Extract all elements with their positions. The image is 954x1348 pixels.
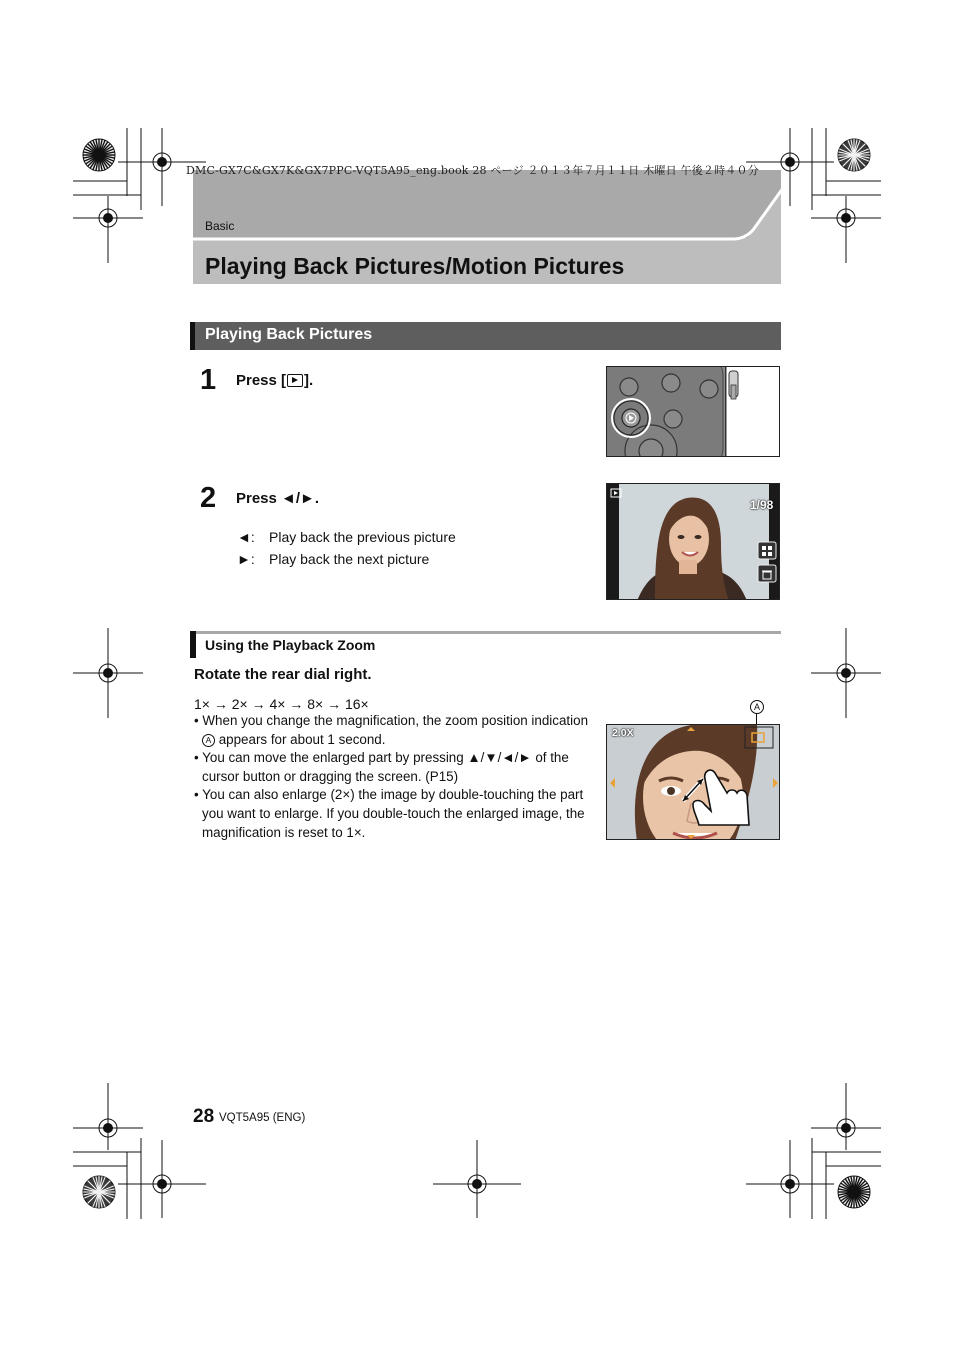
model-code: VQT5A95 (ENG) — [219, 1112, 306, 1124]
zoom-note: • You can move the enlarged part by pressing ▲/▼/◄/► of the cursor button or dragging the screen. (P15) — [194, 750, 569, 784]
zoom-heading-bar — [190, 631, 196, 658]
section-label: Basic — [205, 219, 235, 233]
page-title: Playing Back Pictures/Motion Pictures — [205, 253, 625, 279]
zoom-note: • When you change the magnification, the zoom position indication A appears for about 1 second. — [194, 713, 589, 747]
playback-screen-figure — [606, 483, 780, 600]
camera-back-figure — [606, 366, 780, 457]
step-2-number: 2 — [200, 482, 217, 514]
option-previous — [237, 529, 456, 545]
step-1-text-before: Press [ — [236, 372, 287, 389]
step-1-text-after: ]. — [304, 372, 314, 389]
step-2-text: Press ◄/►. — [236, 490, 320, 507]
option-previous-text: Play back the previous picture — [269, 529, 456, 545]
right-arrow-key: ►: — [237, 551, 255, 567]
picture-counter: 1/98 — [750, 498, 774, 512]
zoom-heading-rule — [196, 631, 781, 634]
zoom-note: • You can also enlarge (2×) the image by double-touching the part you want to enlarge. If you double-touch the enlarged image, the magnification is reset to 1×. — [194, 787, 585, 840]
callout-a: A — [750, 700, 764, 714]
option-next — [237, 551, 429, 567]
playback-heading-text: Playing Back Pictures — [205, 326, 373, 343]
zoom-level-indicator: 2.0X — [612, 727, 634, 739]
page-number: 28 — [193, 1106, 215, 1127]
playback-heading — [190, 322, 781, 350]
step-1-number: 1 — [200, 364, 217, 396]
left-arrow-key: ◄: — [237, 529, 255, 545]
option-next-text: Play back the next picture — [269, 551, 430, 567]
callout-marker: A — [202, 734, 215, 747]
zoom-sequence: 1× → 2× → 4× → 8× → 16× — [194, 696, 369, 712]
zoom-heading — [190, 631, 781, 658]
step-1-text — [236, 372, 313, 389]
print-info-line: DMC-GX7C&GX7K&GX7PPC-VQT5A95_eng.book 28 ページ ２０１３年７月１１日 木曜日 午後２時４０分 — [186, 164, 759, 177]
zoom-heading-text: Using the Playback Zoom — [205, 637, 376, 653]
zoom-notes — [194, 712, 588, 842]
playback-icon — [287, 374, 303, 387]
zoom-screen-figure — [606, 724, 780, 840]
zoom-instruction: Rotate the rear dial right. — [194, 666, 372, 683]
